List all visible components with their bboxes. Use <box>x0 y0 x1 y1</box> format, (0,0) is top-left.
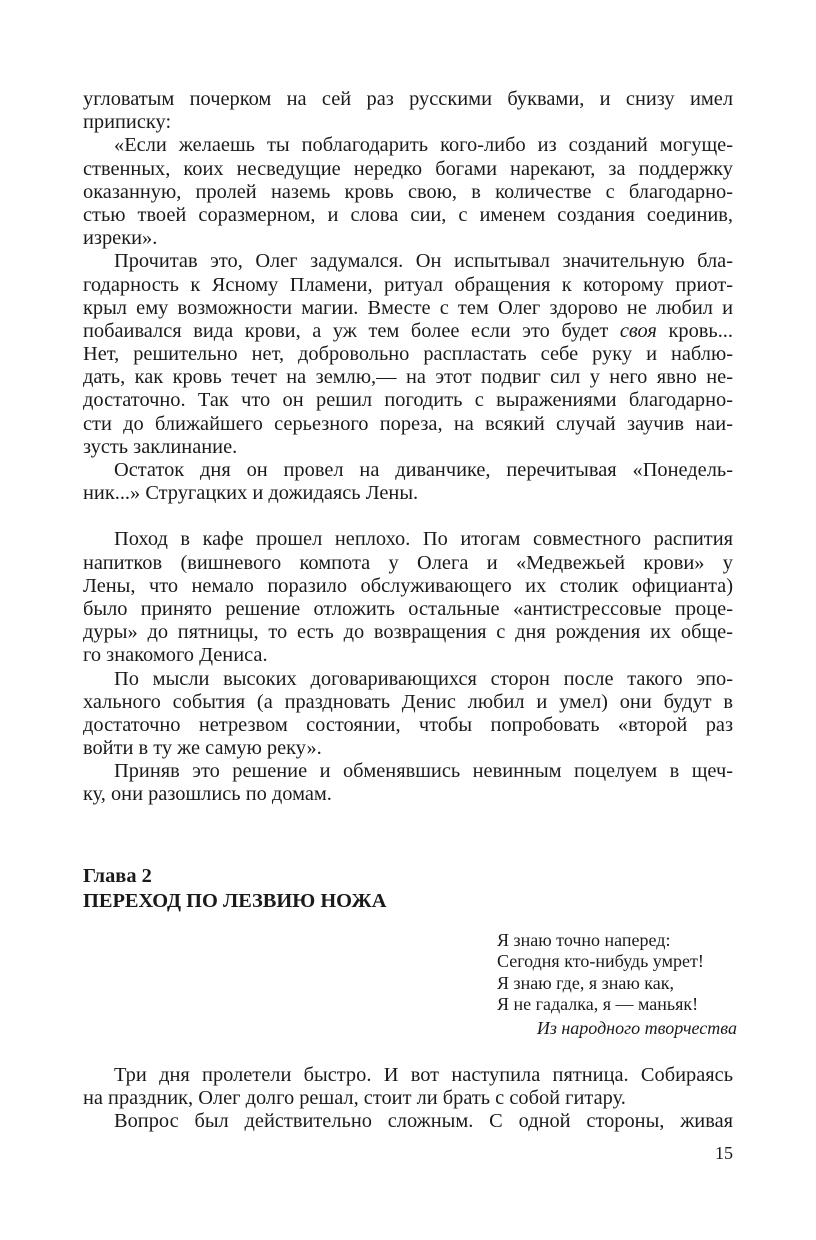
text-fragment: кровь... <box>656 319 733 342</box>
body-text <box>83 88 733 807</box>
text-line: Вопрос был действительно сложным. С одной стороны, живая <box>114 1109 733 1132</box>
chapter-heading <box>83 864 733 913</box>
emphasis: своя <box>619 319 657 342</box>
epigraph-verse: Я не гадалка, я — маньяк! <box>497 994 699 1015</box>
text-line: Лены, что немало поразило обслуживающего их столик официанта) <box>83 574 733 597</box>
text-line: Нет, решительно нет, добровольно распластать себе руку и наблю- <box>83 343 733 366</box>
text-line: ку, они разошлись по домам. <box>83 783 332 806</box>
text-line: сти до ближайшего серьезного пореза, на всякий случай заучив наи- <box>83 412 733 435</box>
paragraph <box>83 459 733 505</box>
scene-break <box>83 505 733 528</box>
text-line: дуры» до пятницы, то есть до возвращения с дня рождения их обще- <box>83 621 733 644</box>
text-line: стью твоей соразмерном, и слова сии, с именем создания соединив, <box>83 203 733 226</box>
paragraph <box>83 1110 733 1133</box>
epigraph-verse: Сегодня кто-нибудь умрет! <box>497 951 704 972</box>
text-line: достаточно нетрезвом состоянии, чтобы попробовать «второй раз <box>83 713 733 736</box>
paragraph <box>83 668 733 761</box>
paragraph <box>83 250 733 459</box>
chapter-number: Глава 2 <box>83 864 152 887</box>
text-line: Три дня пролетели быстро. И вот наступила пятница. Собираясь <box>114 1063 733 1086</box>
text-line: ник...» Стругацких и дожидаясь Лены. <box>83 482 419 505</box>
text-line: приписку: <box>83 111 172 134</box>
paragraph <box>83 760 733 806</box>
epigraph-verse: Я знаю где, я знаю как, <box>497 972 674 993</box>
text-line: угловатым почерком на сей раз русскими буквами, и снизу имел <box>83 88 733 110</box>
text-line: Остаток дня он провел на диванчике, перечитывая «Понедель- <box>114 459 733 481</box>
text-line: оказанную, пролей наземь кровь свою, в количестве с благодарно- <box>83 180 733 203</box>
body-text <box>83 1064 733 1134</box>
text-line: По мысли высоких договаривающихся сторон после такого эпо- <box>114 667 733 690</box>
text-line: крыл ему возможности магии. Вместе с тем Олег здорово не любил и <box>83 296 733 319</box>
text-line: на праздник, Олег долго решал, стоит ли брать с собой гитару. <box>83 1086 626 1109</box>
paragraph <box>83 134 733 250</box>
text-line: Поход в кафе прошел неплохо. По итогам совместного распития <box>114 528 733 551</box>
text-line: Прочитав это, Олег задумался. Он испытывал значительную бла- <box>114 250 733 273</box>
text-line: достаточно. Так что он решил погодить с выражениями благодарно- <box>83 389 733 412</box>
text-line: зусть заклинание. <box>83 435 238 458</box>
text-line: Приняв это решение и обменявшись невинным поцелуем в щеч- <box>114 760 733 783</box>
chapter-title: ПЕРЕХОД ПО ЛЕЗВИЮ НОЖА <box>83 889 387 912</box>
text-fragment: побаивался вида крови, а уж тем более если это будет <box>83 319 620 342</box>
text-line: «Если желаешь ты поблагодарить кого-либо из созданий могуще- <box>114 134 733 157</box>
paragraph <box>83 88 733 134</box>
text-line: дать, как кровь течет на землю,— на этот подвиг сил у него явно не- <box>83 366 733 389</box>
paragraph <box>83 528 733 667</box>
text-line: ственных, коих несведущие нередко богами нарекают, за поддержку <box>83 157 733 180</box>
text-line: было принято решение отложить остальные «антистрессовые проце- <box>83 597 733 620</box>
epigraph <box>497 930 737 1040</box>
text-line <box>83 320 733 343</box>
page-number: 15 <box>715 1143 733 1163</box>
text-line: хального события (а праздновать Денис любил и умел) они будут в <box>83 690 733 713</box>
text-line: изреки». <box>83 227 158 250</box>
epigraph-source: Из народного творчества <box>536 1018 737 1038</box>
epigraph-verse: Я знаю точно наперед: <box>497 929 671 950</box>
text-line: го знакомого Дениса. <box>83 644 268 667</box>
text-line: напитков (вишневого компота у Олега и «Медвежьей крови» у <box>83 551 733 574</box>
text-line: войти в ту же самую реку». <box>83 737 322 760</box>
paragraph <box>83 1064 733 1110</box>
text-line: годарность к Ясному Пламени, ритуал обращения к которому приот- <box>83 273 733 296</box>
